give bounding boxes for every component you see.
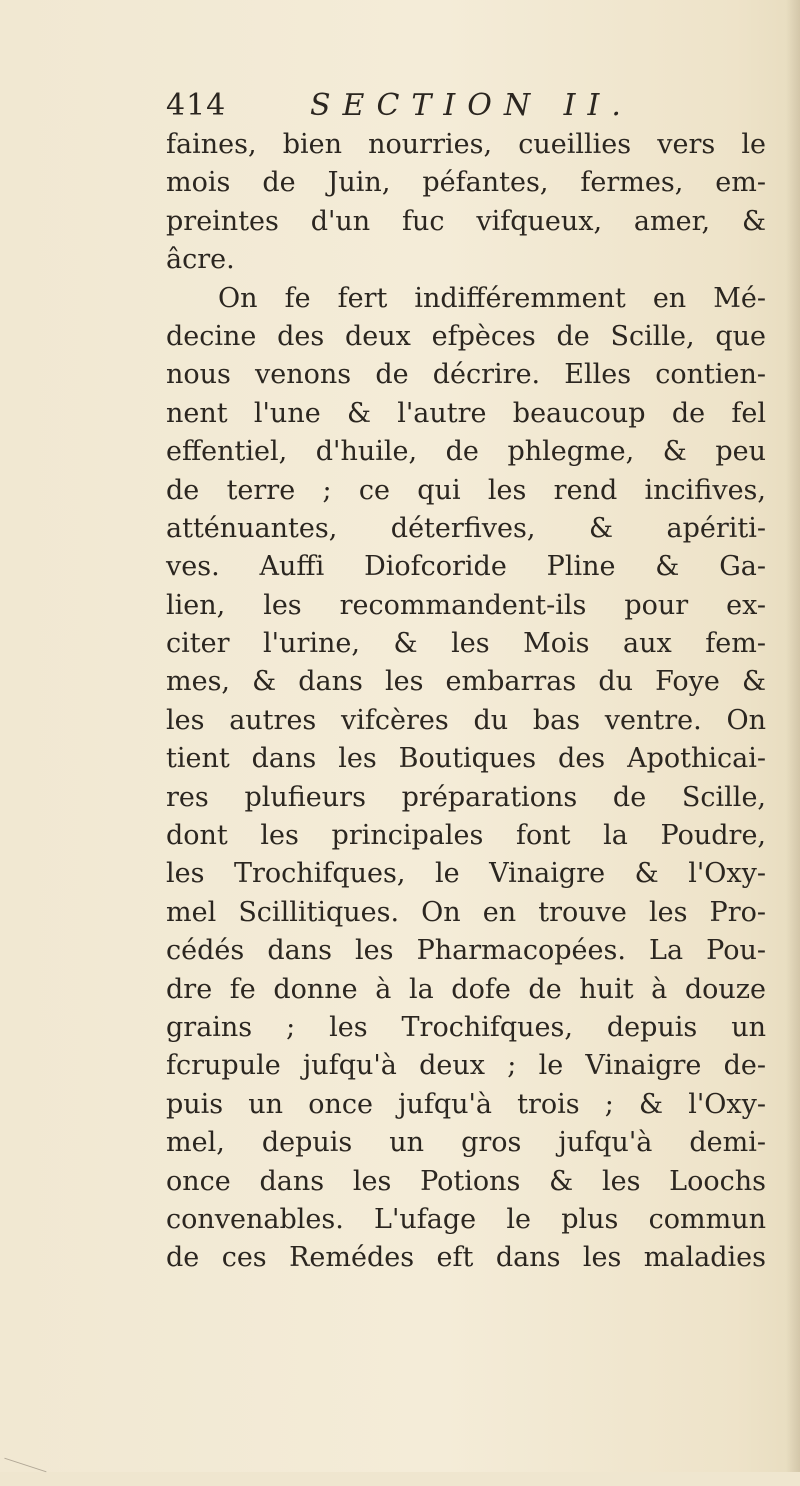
text-line: cédés dans les Pharmacopées. La Pou-: [166, 935, 766, 967]
text-line: grains ; les Trochifques, depuis un: [166, 1011, 766, 1043]
section-title: SECTION II.: [310, 88, 633, 123]
text-line: convenables. L'ufage le plus commun: [166, 1203, 766, 1235]
text-line: ves. Auffi Diofcoride Pline & Ga-: [166, 551, 766, 583]
text-line: atténuantes, déterfives, & apériti-: [166, 512, 766, 544]
text-line: les autres vifcères du bas ventre. On: [166, 704, 766, 736]
text-line: mois de Juin, péfantes, fermes, em-: [166, 167, 766, 199]
page-edge-shadow: [786, 0, 800, 1472]
text-line: lien, les recommandent-ils pour ex-: [166, 589, 766, 621]
text-line: res plufieurs préparations de Scille,: [166, 781, 766, 813]
text-line: mes, & dans les embarras du Foye &: [166, 666, 766, 698]
running-head: [166, 82, 786, 130]
text-line: mel Scillitiques. On en trouve les Pro-: [166, 896, 766, 928]
text-line: citer l'urine, & les Mois aux fem-: [166, 628, 766, 660]
text-line: les Trochifques, le Vinaigre & l'Oxy-: [166, 858, 766, 890]
text-line: dont les principales font la Poudre,: [166, 820, 766, 852]
text-line: fcrupule jufqu'à deux ; le Vinaigre de-: [166, 1050, 766, 1082]
text-line: decine des deux efpèces de Scille, que: [166, 320, 766, 352]
text-line: effentiel, d'huile, de phlegme, & peu: [166, 436, 766, 468]
text-line: âcre.: [166, 244, 235, 276]
page-number: 414: [166, 88, 227, 123]
text-line: faines, bien nourries, cueillies vers le: [166, 129, 766, 160]
text-line: nous venons de décrire. Elles contien-: [166, 359, 766, 391]
text-line: nent l'une & l'autre beaucoup de fel: [166, 397, 766, 429]
text-line: tient dans les Boutiques des Apothicai-: [166, 743, 766, 775]
text-line: de ces Remédes eft dans les maladies: [166, 1242, 766, 1274]
text-line: puis un once jufqu'à trois ; & l'Oxy-: [166, 1088, 766, 1120]
body-text: [166, 126, 766, 1278]
text-line: preintes d'un fuc vifqueux, amer, &: [166, 205, 766, 237]
text-line: dre fe donne à la dofe de huit à douze: [166, 973, 766, 1005]
text-line: once dans les Potions & les Loochs: [166, 1165, 766, 1197]
text-line: mel, depuis un gros jufqu'à demi-: [166, 1127, 766, 1159]
text-line: On fe fert indifféremment en Mé-: [218, 282, 766, 314]
text-line: de terre ; ce qui les rend incifives,: [166, 474, 766, 506]
